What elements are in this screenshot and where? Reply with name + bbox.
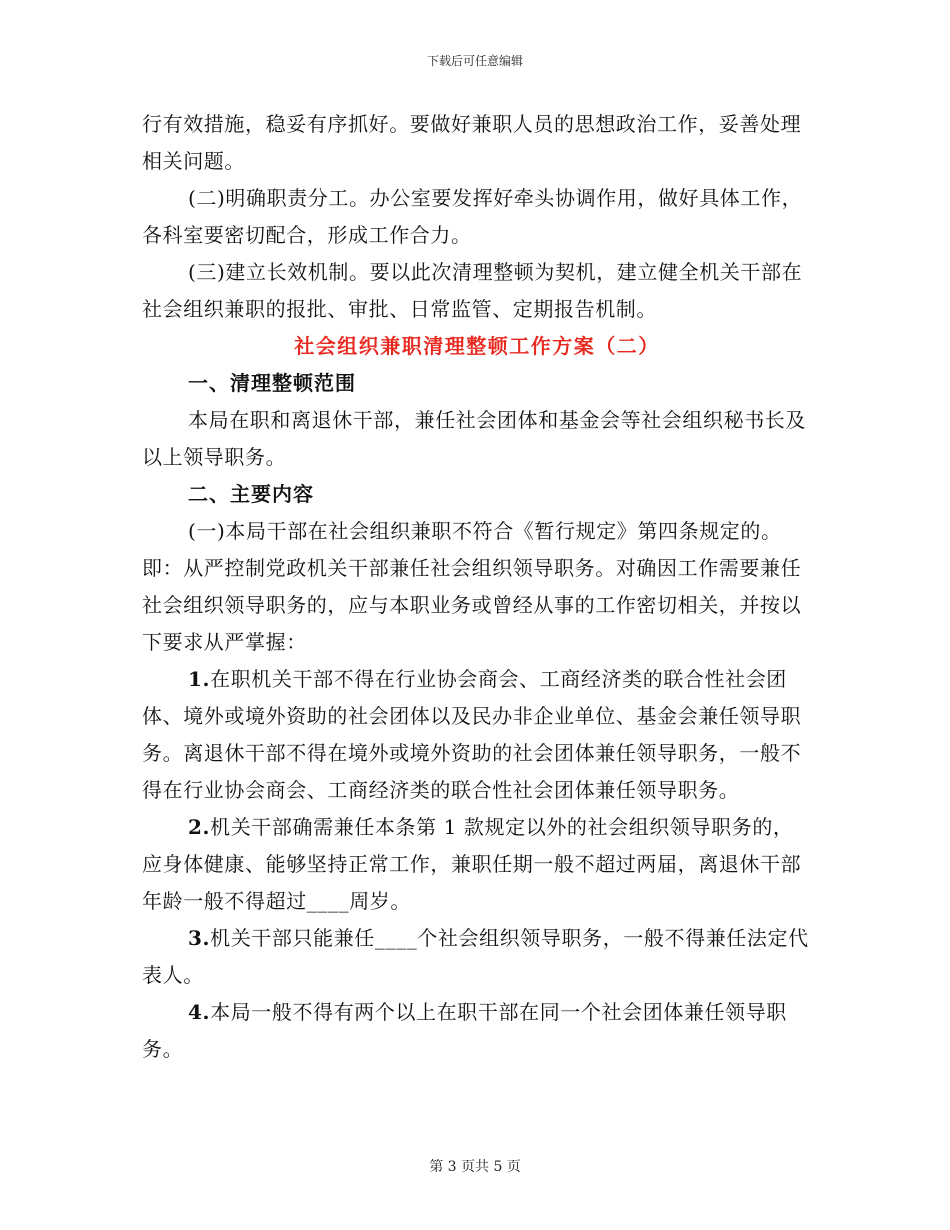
list-item xyxy=(142,920,812,994)
document-body xyxy=(142,106,812,1068)
page-header: 下载后可任意编辑 xyxy=(426,54,523,68)
page-footer: 第 3 页共 5 页 xyxy=(429,1159,521,1175)
paragraph: (二)明确职责分工。办公室要发挥好牵头协调作用，做好具体工作，各科室要密切配合，形成工作合力。 xyxy=(142,186,803,247)
list-item-text: 在职机关干部不得在行业协会商会、工商经济类的联合性社会团体、境外或境外资助的社会团体以及民办非企业单位、基金会兼任领导职务。离退休干部不得在境外或境外资助的社会团体兼任领导职务，一般不得在行业协会商会、工商经济类的联合性社会团体兼任领导职务。 xyxy=(142,667,802,802)
list-item-text: 本局一般不得有两个以上在职干部在同一个社会团体兼任领导职务。 xyxy=(142,1000,787,1061)
list-item-number: 4. xyxy=(188,1000,211,1024)
paragraph: (一)本局干部在社会组织兼职不符合《暂行规定》第四条规定的。即：从严控制党政机关干部兼任社会组织领导职务。对确因工作需要兼任社会组织领导职务的，应与本职业务或曾经从事的工作密切相关，并按以下要求从严掌握： xyxy=(142,519,802,654)
section-heading: 二、主要内容 xyxy=(188,482,314,506)
paragraph: 本局在职和离退休干部，兼任社会团体和基金会等社会组织秘书长及以上领导职务。 xyxy=(142,408,806,469)
list-item-number: 3. xyxy=(188,926,211,950)
section-title: 社会组织兼职清理整顿工作方案（二） xyxy=(294,334,660,358)
paragraph: 行有效措施，稳妥有序抓好。要做好兼职人员的思想政治工作，妥善处理相关问题。 xyxy=(142,112,802,173)
list-item xyxy=(142,661,812,809)
list-item xyxy=(142,994,812,1068)
list-item-number: 1. xyxy=(188,667,211,691)
list-item-text: 机关干部确需兼任本条第 1 款规定以外的社会组织领导职务的，应身体健康、能够坚持正常工作，兼职任期一般不超过两届，离退休干部年龄一般不得超过____周岁。 xyxy=(142,815,802,913)
list-item xyxy=(142,809,812,920)
list-item-number: 2. xyxy=(188,815,211,839)
list-item-text: 机关干部只能兼任____个社会组织领导职务，一般不得兼任法定代表人。 xyxy=(142,926,809,987)
section-heading: 一、清理整顿范围 xyxy=(188,371,356,395)
paragraph: (三)建立长效机制。要以此次清理整顿为契机，建立健全机关干部在社会组织兼职的报批、审批、日常监管、定期报告机制。 xyxy=(142,260,803,321)
